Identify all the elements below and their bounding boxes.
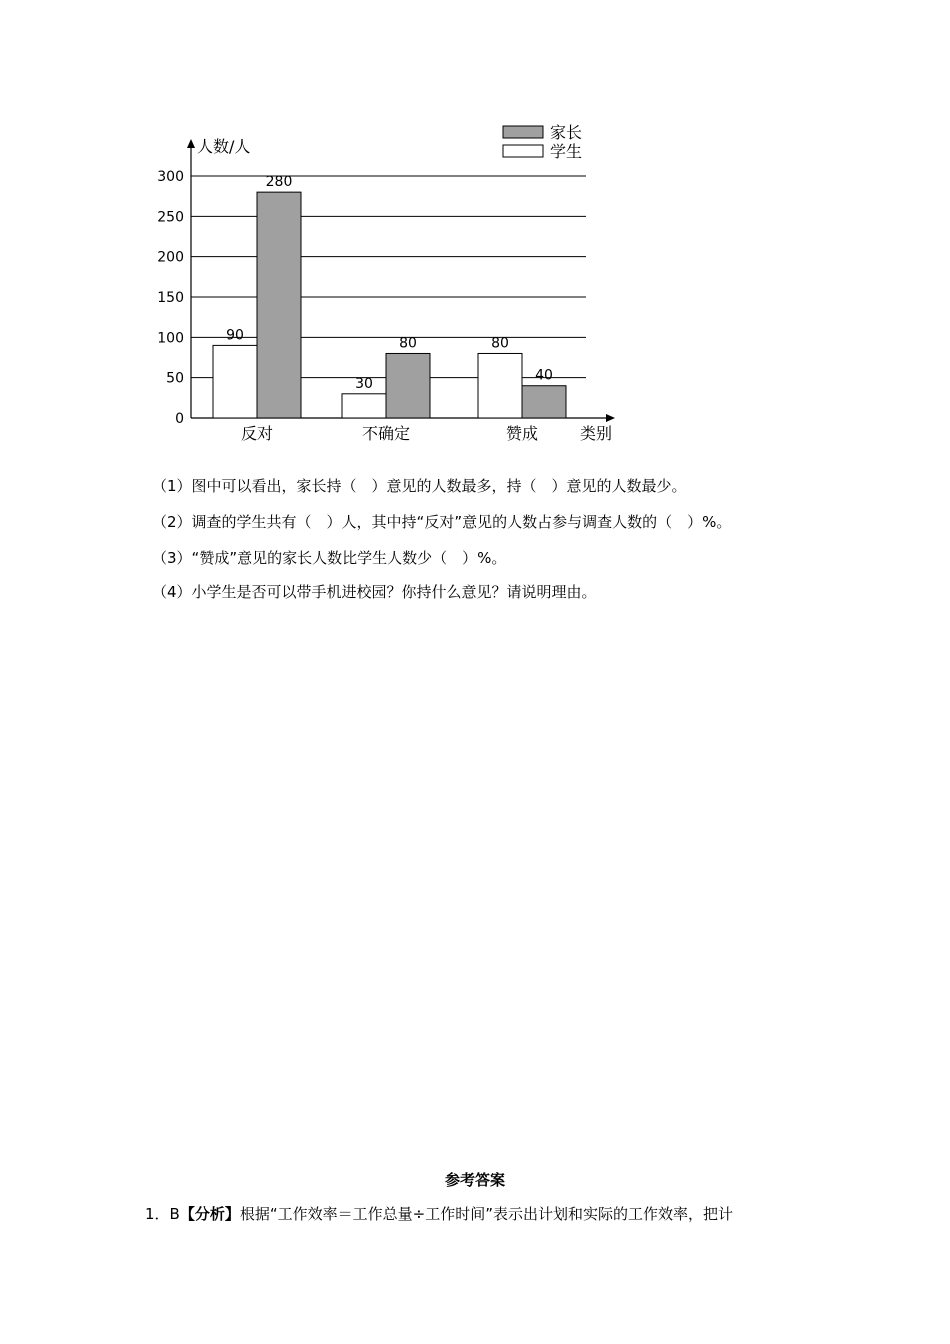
bar	[213, 345, 257, 418]
legend-label: 家长	[550, 123, 583, 142]
answer-text: 根据“工作效率＝工作总量÷工作时间”表示出计划和实际的工作效率，把计	[239, 1205, 733, 1223]
data-label: 80	[399, 335, 417, 352]
bar	[386, 353, 430, 418]
y-tick-label: 0	[175, 411, 184, 427]
question-1: （1）图中可以看出，家长持（ ）意见的人数最多，持（ ）意见的人数最少。	[152, 477, 687, 495]
y-axis-arrow	[187, 139, 195, 148]
y-tick-label: 250	[157, 209, 184, 226]
bar	[478, 353, 522, 418]
bar	[257, 192, 301, 418]
data-label: 40	[535, 367, 553, 384]
bar	[342, 394, 386, 418]
question-3: （3）“赞成”意见的家长人数比学生人数少（ ）%。	[152, 549, 507, 567]
category-label: 赞成	[505, 424, 539, 443]
bar	[522, 386, 566, 418]
bar-chart	[0, 0, 950, 460]
data-label: 90	[226, 327, 244, 344]
answer-title: 参考答案	[444, 1171, 505, 1189]
answer-tag: 【分析】	[179, 1205, 240, 1223]
x-axis-label: 类别	[580, 424, 613, 443]
category-label: 反对	[240, 424, 274, 443]
question-2: （2）调查的学生共有（ ）人，其中持“反对”意见的人数占参与调查人数的（ ）%。	[152, 513, 732, 531]
legend-swatch	[503, 126, 543, 138]
category-label: 不确定	[361, 424, 411, 443]
data-label: 30	[355, 375, 373, 392]
legend-swatch	[503, 145, 543, 157]
question-4: （4）小学生是否可以带手机进校园？你持什么意见？请说明理由。	[152, 583, 597, 601]
y-axis-label: 人数/人	[197, 137, 251, 156]
y-tick-label: 100	[157, 330, 184, 347]
y-tick-label: 200	[157, 249, 184, 266]
y-tick-label: 150	[157, 290, 184, 306]
data-label: 280	[265, 174, 293, 191]
x-axis-arrow	[606, 414, 615, 422]
data-label: 80	[491, 335, 509, 352]
y-tick-label: 50	[166, 370, 184, 387]
legend-label: 学生	[550, 142, 583, 161]
answer-number: 1．B	[145, 1205, 180, 1223]
answer-line	[145, 1203, 733, 1224]
y-tick-label: 300	[157, 169, 184, 185]
